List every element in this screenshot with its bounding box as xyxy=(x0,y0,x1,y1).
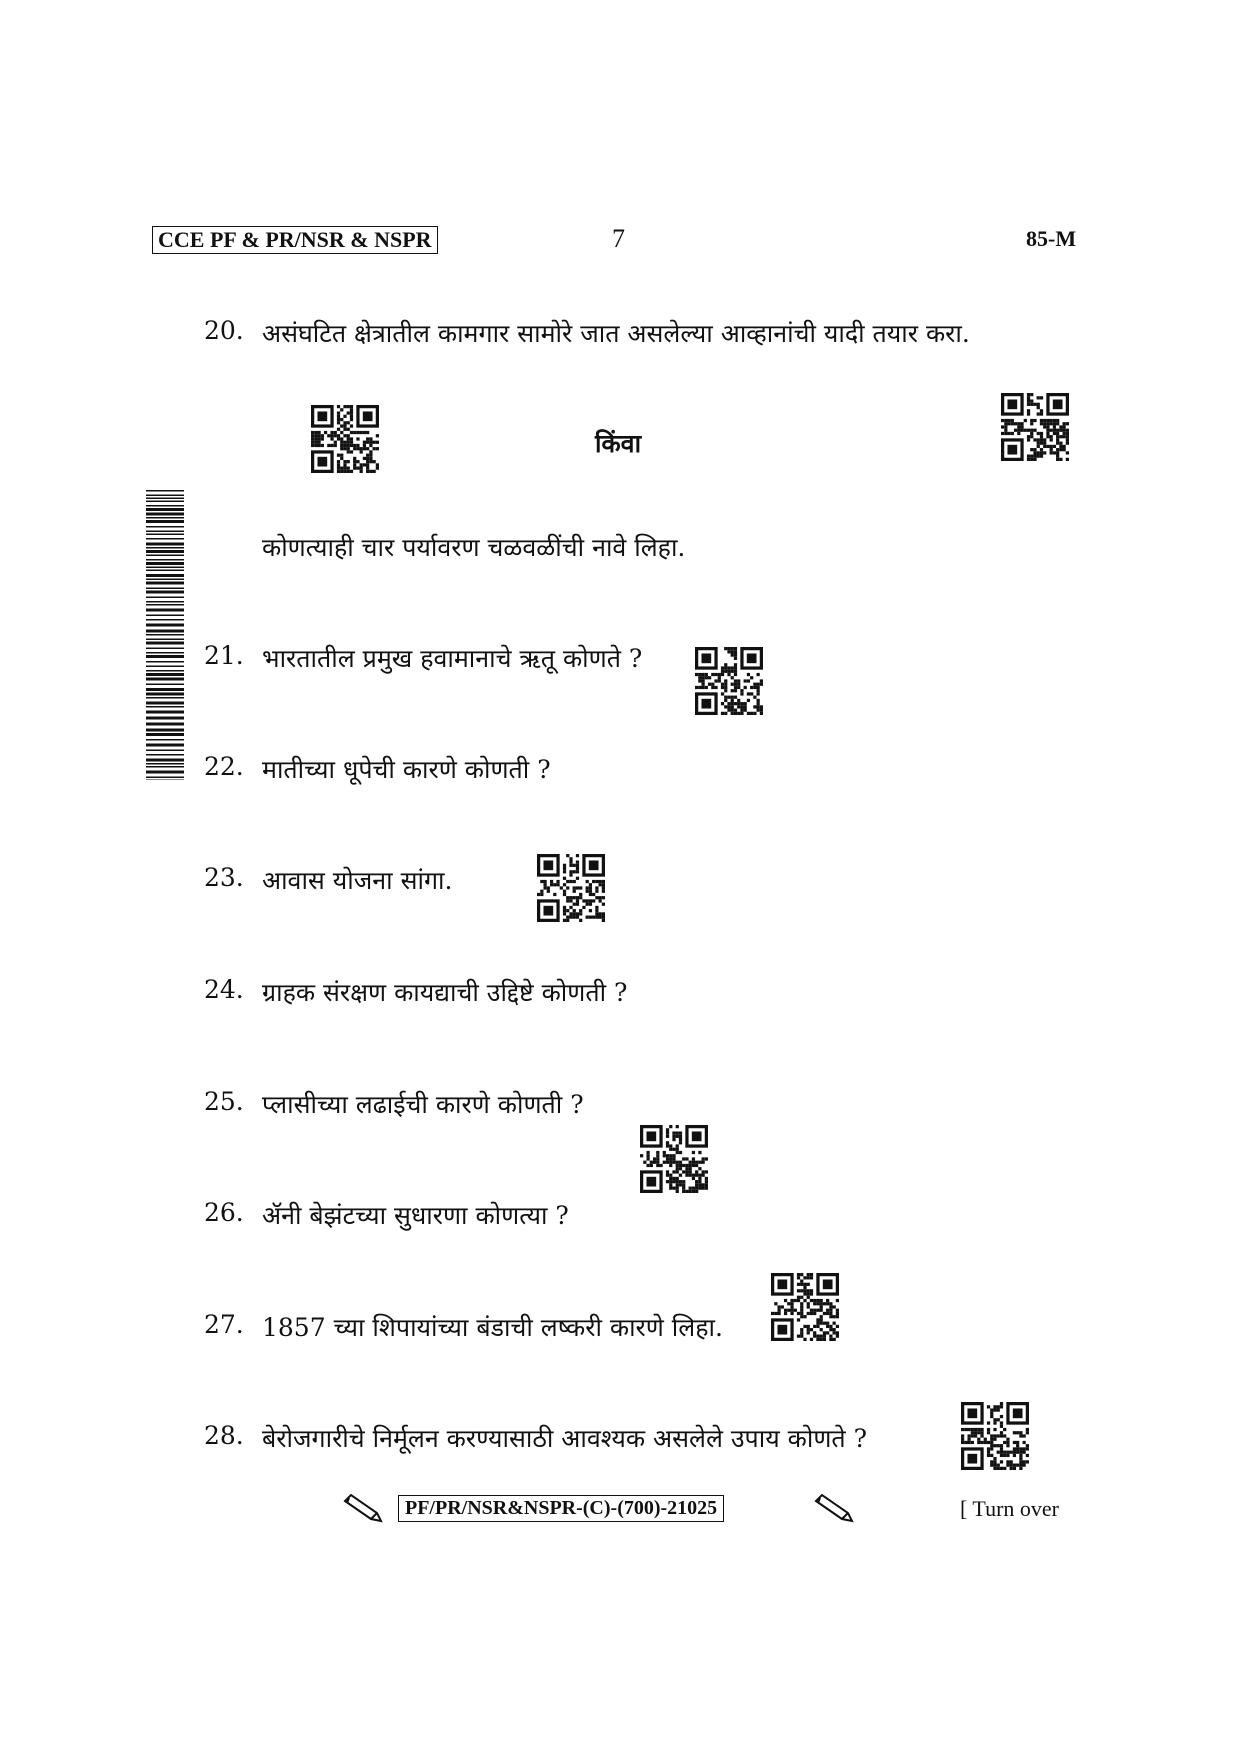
turn-over-label: [ Turn over xyxy=(960,1496,1060,1521)
question-20 xyxy=(204,316,970,350)
or-label: किंवा xyxy=(595,429,642,458)
question-27 xyxy=(204,1310,723,1344)
question-number: 20. xyxy=(204,316,244,345)
question-number: 27. xyxy=(204,1310,244,1339)
qr-code-icon xyxy=(640,1125,708,1193)
question-number: 26. xyxy=(204,1198,244,1227)
qr-code-icon xyxy=(311,405,379,473)
pencil-icon xyxy=(812,1493,856,1527)
page-number: 7 xyxy=(612,224,625,253)
question-20-alternative xyxy=(262,530,685,564)
question-number: 25. xyxy=(204,1087,244,1116)
question-25 xyxy=(204,1087,584,1121)
qr-code-icon xyxy=(771,1273,839,1341)
header-left-code: CCE PF & PR/NSR & NSPR xyxy=(152,226,438,254)
question-number: 21. xyxy=(204,641,244,670)
question-number: 23. xyxy=(204,863,244,892)
question-26 xyxy=(204,1198,569,1232)
question-text: मातीच्या धूपेची कारणे कोणती ? xyxy=(262,755,551,784)
qr-code-icon xyxy=(695,647,763,715)
question-21 xyxy=(204,641,642,675)
qr-code-icon xyxy=(537,854,605,922)
question-text: भारतातील प्रमुख हवामानाचे ऋतू कोणते ? xyxy=(262,644,643,673)
pencil-icon xyxy=(341,1493,385,1527)
footer-code: PF/PR/NSR&NSPR-(C)-(700)-21025 xyxy=(398,1495,724,1522)
question-text: आवास योजना सांगा. xyxy=(262,866,453,895)
question-text: ॲनी बेझंटच्या सुधारणा कोणत्या ? xyxy=(262,1201,569,1230)
question-text: प्लासीच्या लढाईची कारणे कोणती ? xyxy=(262,1090,584,1119)
header-right-code: 85-M xyxy=(1026,226,1077,251)
question-number: 28. xyxy=(204,1421,244,1450)
question-24 xyxy=(204,975,627,1009)
question-text: कोणत्याही चार पर्यावरण चळवळींची नावे लिहा. xyxy=(262,533,686,562)
question-text: ग्राहक संरक्षण कायद्याची उद्दिष्टे कोणती ? xyxy=(262,978,628,1007)
question-text: असंघटित क्षेत्रातील कामगार सामोरे जात असलेल्या आव्हानांची यादी तयार करा. xyxy=(262,319,970,348)
question-28 xyxy=(204,1421,867,1455)
question-23 xyxy=(204,863,452,897)
qr-code-icon xyxy=(1001,393,1069,461)
question-number: 24. xyxy=(204,975,244,1004)
question-22 xyxy=(204,752,551,786)
barcode-icon xyxy=(146,490,184,780)
question-text: 1857 च्या शिपायांच्या बंडाची लष्करी कारणे लिहा. xyxy=(262,1313,723,1342)
question-number: 22. xyxy=(204,752,244,781)
qr-code-icon xyxy=(961,1402,1029,1470)
question-text: बेरोजगारीचे निर्मूलन करण्यासाठी आवश्यक असलेले उपाय कोणते ? xyxy=(262,1424,868,1453)
